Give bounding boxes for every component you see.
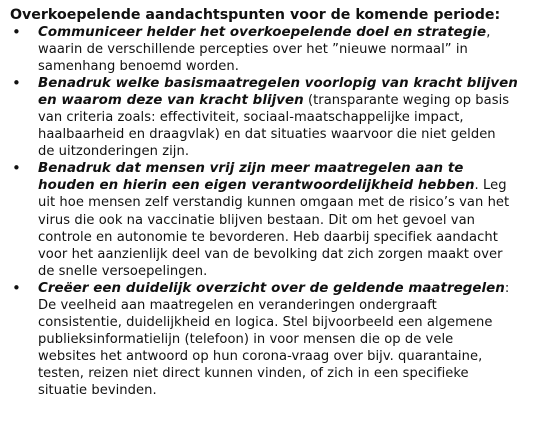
body-text: . Leg (474, 178, 507, 194)
body-text: websites het antwoord op hun corona-vraag over bijv. quarantaine, (38, 348, 483, 364)
body-text: (transparante weging op basis (303, 93, 510, 109)
body-text: samenhang benoemd worden. (38, 59, 239, 75)
text-line (38, 177, 532, 194)
body-text: : (504, 280, 510, 296)
text-line (38, 75, 532, 92)
text-line (38, 382, 532, 399)
text-line (38, 194, 532, 211)
body-text: waarin de verschillende percepties over het ”nieuwe normaal” in (38, 42, 468, 58)
body-text: testen, reizen niet direct kunnen vinden, of zich in een specifieke (38, 365, 469, 381)
body-text: controle en autonomie te bevorderen. Heb daarbij specifiek aandacht (38, 229, 498, 245)
bullet-marker: • (12, 74, 21, 93)
text-line (38, 58, 532, 75)
text-line (38, 92, 532, 109)
body-text: van criteria zoals: effectiviteit, sociaal-maatschappelijke impact, (38, 110, 464, 126)
body-text: De veelheid aan maatregelen en veranderingen ondergraaft (38, 297, 437, 313)
bullet-marker: • (12, 23, 21, 41)
text-line (38, 41, 532, 58)
emphasis-text: Benadruk welke basismaatregelen voorlopig van kracht blijven (38, 76, 518, 92)
emphasis-text: en waarom deze van kracht blijven (38, 93, 304, 109)
body-text: publieksinformatielijn (telefoon) in voor mensen die op de vele (38, 331, 454, 347)
text-line (38, 314, 532, 331)
body-text: virus die ook na vaccinatie blijven bestaan. Dit om het gevoel van (38, 212, 476, 228)
bullet-item (10, 75, 532, 160)
body-text: consistentie, duidelijkheid en logica. Stel bijvoorbeeld een algemene (38, 314, 493, 330)
bullet-item (10, 24, 532, 75)
text-line (38, 331, 532, 348)
body-text: uit hoe mensen zelf verstandig kunnen omgaan met de risico’s van het (38, 195, 510, 211)
bullet-item (10, 280, 532, 399)
emphasis-text: houden en hierin een eigen verantwoordelijkheid hebben (38, 178, 475, 194)
body-text: de uitzonderingen zijn. (38, 144, 190, 160)
text-line (38, 348, 532, 365)
text-line (38, 229, 532, 246)
text-line (38, 263, 532, 280)
bullet-marker: • (12, 278, 21, 297)
emphasis-text: Creëer een duidelijk overzicht over de geldende maatregelen (38, 280, 505, 296)
body-text: haalbaarheid en draagvlak) en dat situaties waarvoor die niet gelden (38, 127, 496, 143)
text-line (38, 126, 532, 143)
text-line (38, 280, 532, 297)
bullet-item (10, 160, 532, 279)
text-line (38, 365, 532, 382)
section-heading: Overkoepelende aandachtspunten voor de komende periode: (10, 7, 501, 23)
emphasis-text: Communiceer helder het overkoepelende doel en strategie (38, 25, 487, 40)
emphasis-text: Benadruk dat mensen vrij zijn meer maatregelen aan te (38, 161, 464, 177)
text-line (38, 143, 532, 160)
text-line (38, 160, 532, 177)
text-line (38, 297, 532, 314)
bullet-list (10, 24, 532, 399)
body-text: , (486, 25, 491, 40)
text-line (38, 246, 532, 263)
body-text: de snelle versoepelingen. (38, 263, 208, 279)
text-line (38, 109, 532, 126)
text-line (38, 24, 532, 41)
bullet-marker: • (12, 159, 21, 178)
body-text: voor het aanzienlijk deel van de bevolking dat zich zorgen maakt over (38, 246, 503, 262)
body-text: situatie bevinden. (38, 382, 157, 398)
text-line (38, 212, 532, 229)
